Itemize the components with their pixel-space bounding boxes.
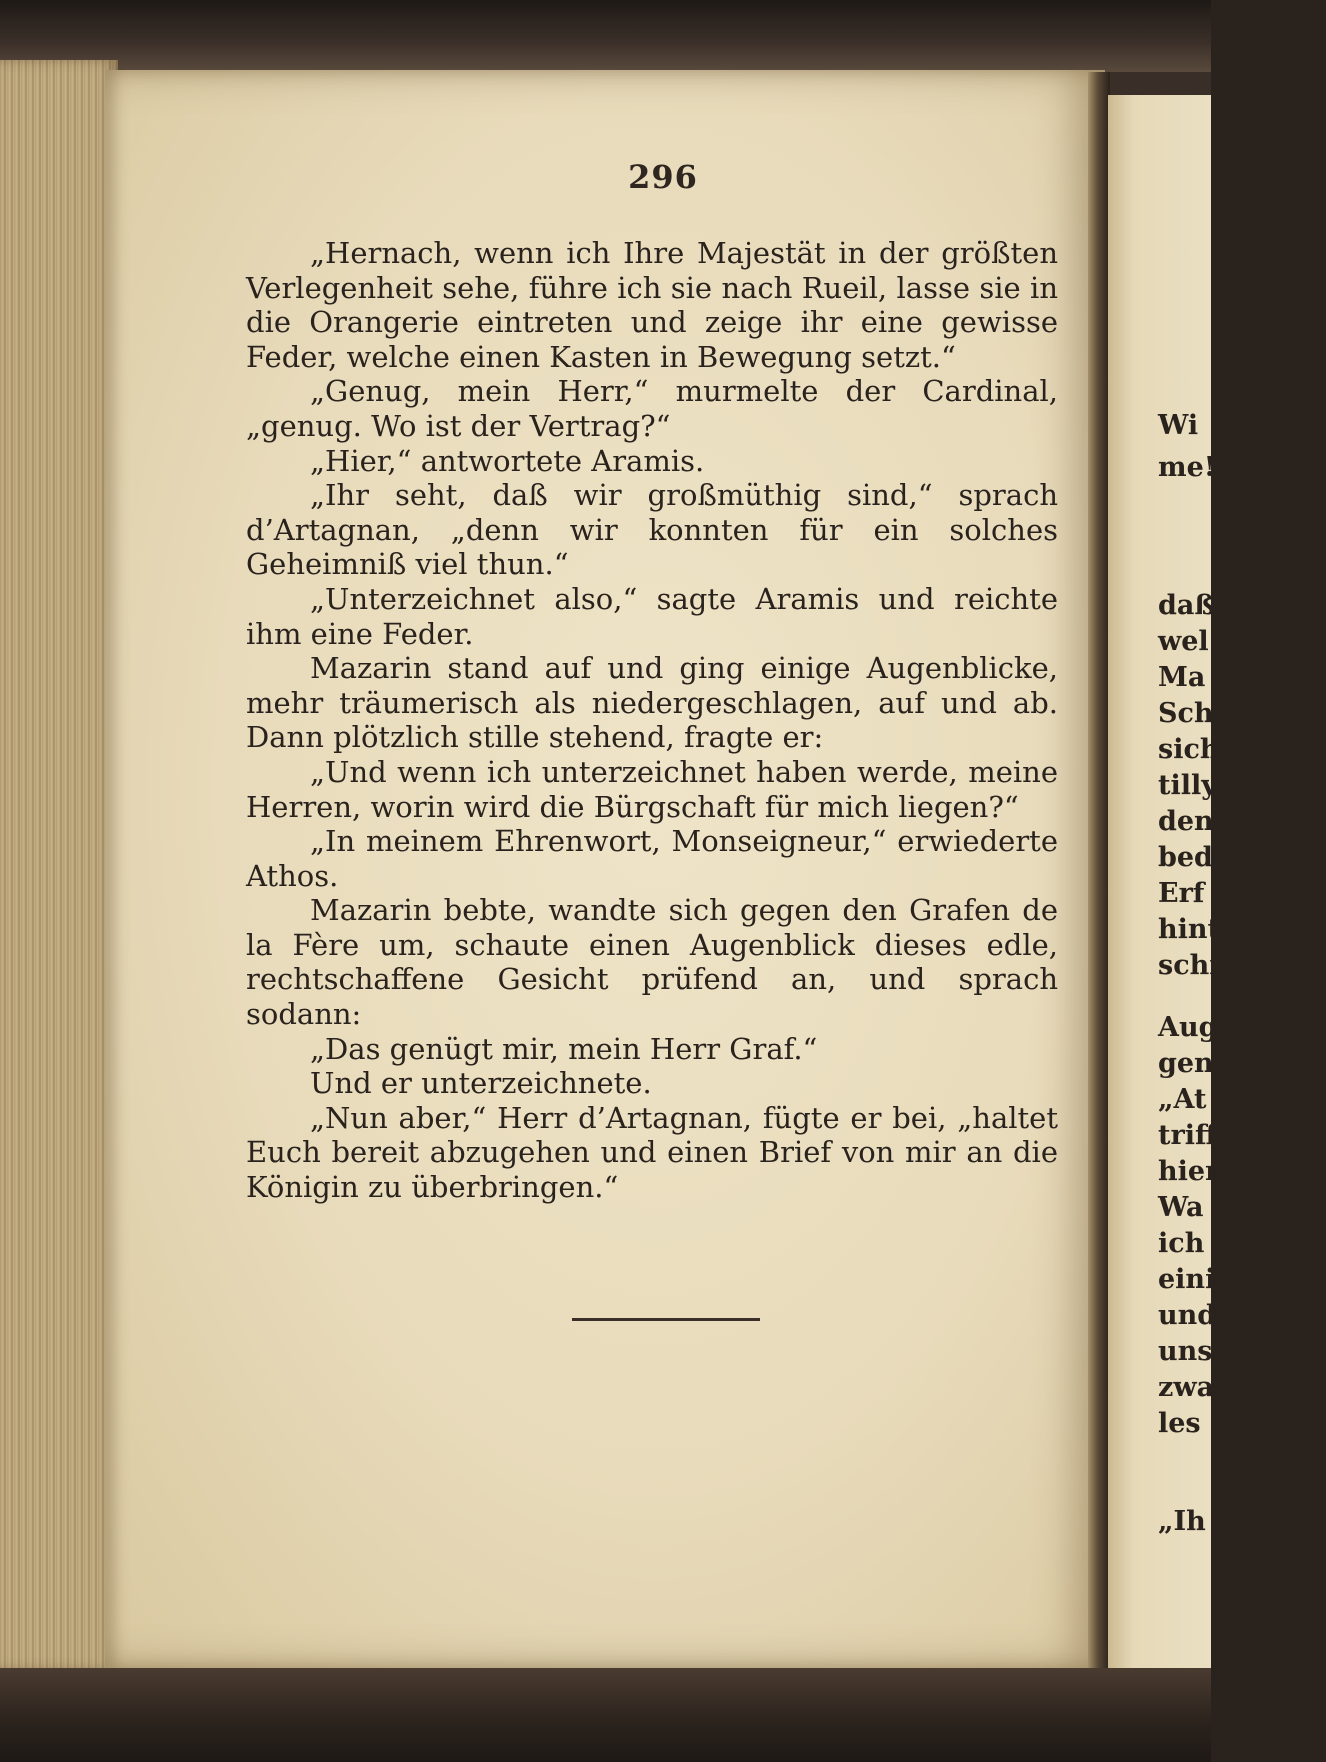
facing-line: „At: [1158, 1084, 1207, 1115]
paragraph: Und er unterzeichnete.: [310, 1066, 652, 1101]
facing-line: wel: [1158, 626, 1209, 657]
facing-line: Wi: [1158, 410, 1199, 441]
facing-line: siche: [1158, 734, 1237, 765]
book-gutter: [1088, 72, 1110, 1692]
facing-line: schi: [1158, 950, 1220, 981]
paragraph: Mazarin stand auf und ging einige Augenblicke, mehr träumerisch als niedergeschlagen, auf und ab. Dann plötzlich stille stehend, fragte er:: [246, 651, 1058, 755]
paragraph: „Nun aber,“ Herr d’Artagnan, fügte er bei, „haltet Euch bereit abzugehen und einen Brief von mir an die Königin zu überbringen.“: [246, 1100, 1058, 1205]
facing-line: ich: [1158, 1228, 1205, 1259]
paragraph: „Hier,“ antwortete Aramis.: [310, 443, 705, 478]
section-end-rule: [572, 1318, 760, 1321]
paragraph: „Unterzeichnet also,“ sagte Aramis und reichte ihm eine Feder.: [246, 581, 1058, 651]
facing-line: les: [1158, 1408, 1201, 1439]
paragraph: „Genug, mein Herr,“ murmelte der Cardinal, „genug. Wo ist der Vertrag?“: [246, 374, 1058, 443]
facing-line: triff: [1158, 1120, 1218, 1151]
facing-line: unse: [1158, 1336, 1230, 1367]
paragraph: „Das genügt mir, mein Herr Graf.“: [310, 1031, 818, 1066]
facing-line: daß: [1158, 590, 1215, 621]
facing-line: hint: [1158, 914, 1220, 945]
paragraph: „Ihr seht, daß wir großmüthig sind,“ sprach d’Artagnan, „denn wir konnten für ein solches Geheimniß viel thun.“: [246, 478, 1058, 582]
facing-line: „Ih: [1158, 1506, 1206, 1537]
facing-line: zwa: [1158, 1372, 1215, 1403]
page-edges: [0, 60, 118, 1670]
facing-line: Sch: [1158, 698, 1214, 729]
facing-line: eini: [1158, 1264, 1216, 1295]
facing-line: Erf: [1158, 878, 1205, 909]
facing-line: den: [1158, 806, 1214, 837]
facing-page-text: [1158, 0, 1237, 1762]
page-number: 296: [628, 158, 698, 196]
book-cover-bottom: [0, 1668, 1211, 1762]
facing-line: Ma: [1158, 662, 1206, 693]
paragraph: „Hernach, wenn ich Ihre Majestät in der größten Verlegenheit sehe, führe ich sie nach Rueil, lasse sie in die Orangerie eintreten und zeige ihr eine gewisse Feder, welche einen Kasten in Bewegung setzt.“: [246, 236, 1058, 374]
paragraph: Mazarin bebte, wandte sich gegen den Grafen de la Fère um, schaute einen Augenblick dieses edle, rechtschaffene Gesicht prüfend an, und sprach sodann:: [246, 893, 1058, 1032]
facing-line: tilly: [1158, 770, 1217, 801]
facing-line: hier: [1158, 1156, 1220, 1187]
facing-line: Wa: [1158, 1192, 1204, 1223]
paragraph: „Und wenn ich unterzeichnet haben werde, meine Herren, worin wird die Bürgschaft für mich liegen?“: [246, 754, 1058, 824]
facing-line: me!: [1158, 452, 1216, 483]
book-cover-top: [0, 0, 1211, 72]
facing-line: bed: [1158, 842, 1213, 873]
facing-line: und: [1158, 1300, 1217, 1331]
paragraph: „In meinem Ehrenwort, Monseigneur,“ erwiederte Athos.: [246, 824, 1058, 893]
body-text: [246, 236, 1058, 1205]
facing-line: Aug: [1158, 1012, 1218, 1043]
facing-line: gen: [1158, 1048, 1214, 1079]
